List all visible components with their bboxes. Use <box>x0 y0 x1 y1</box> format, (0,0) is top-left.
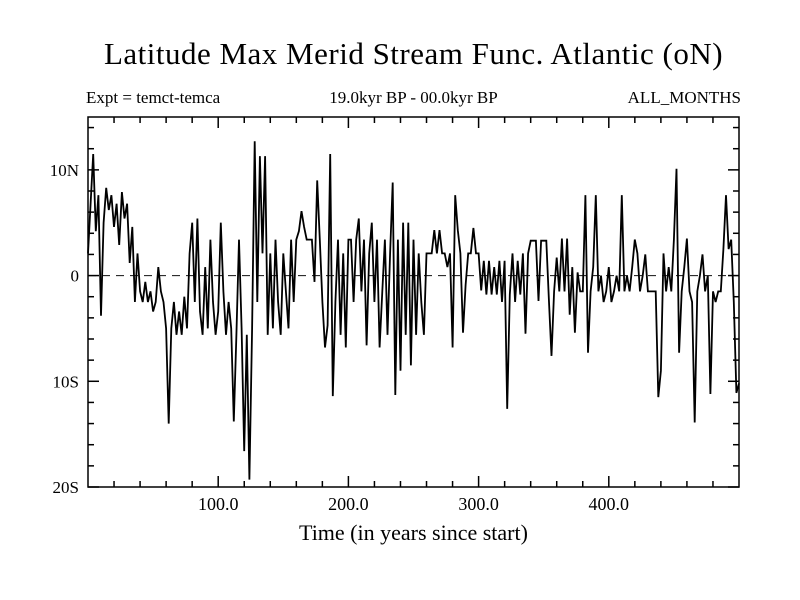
y-tick-label: 10S <box>52 372 79 392</box>
x-tick-label: 400.0 <box>588 494 630 514</box>
x-tick-label: 300.0 <box>458 494 499 514</box>
chart-title: Latitude Max Merid Stream Func. Atlantic (oN) <box>103 36 724 71</box>
months-label: ALL_MONTHS <box>627 88 741 107</box>
y-tick-label: 0 <box>70 266 79 286</box>
y-tick-label: 10N <box>49 160 79 180</box>
time-range-label: 19.0kyr BP - 00.0kyr BP <box>329 88 498 107</box>
experiment-label: Expt = temct-temca <box>86 88 221 107</box>
x-tick-label: 200.0 <box>328 494 369 514</box>
y-tick-label: 20S <box>52 478 79 497</box>
x-axis-title: Time (in years since start) <box>299 520 528 545</box>
x-tick-label: 100.0 <box>197 494 239 514</box>
data-series-line <box>88 141 739 479</box>
